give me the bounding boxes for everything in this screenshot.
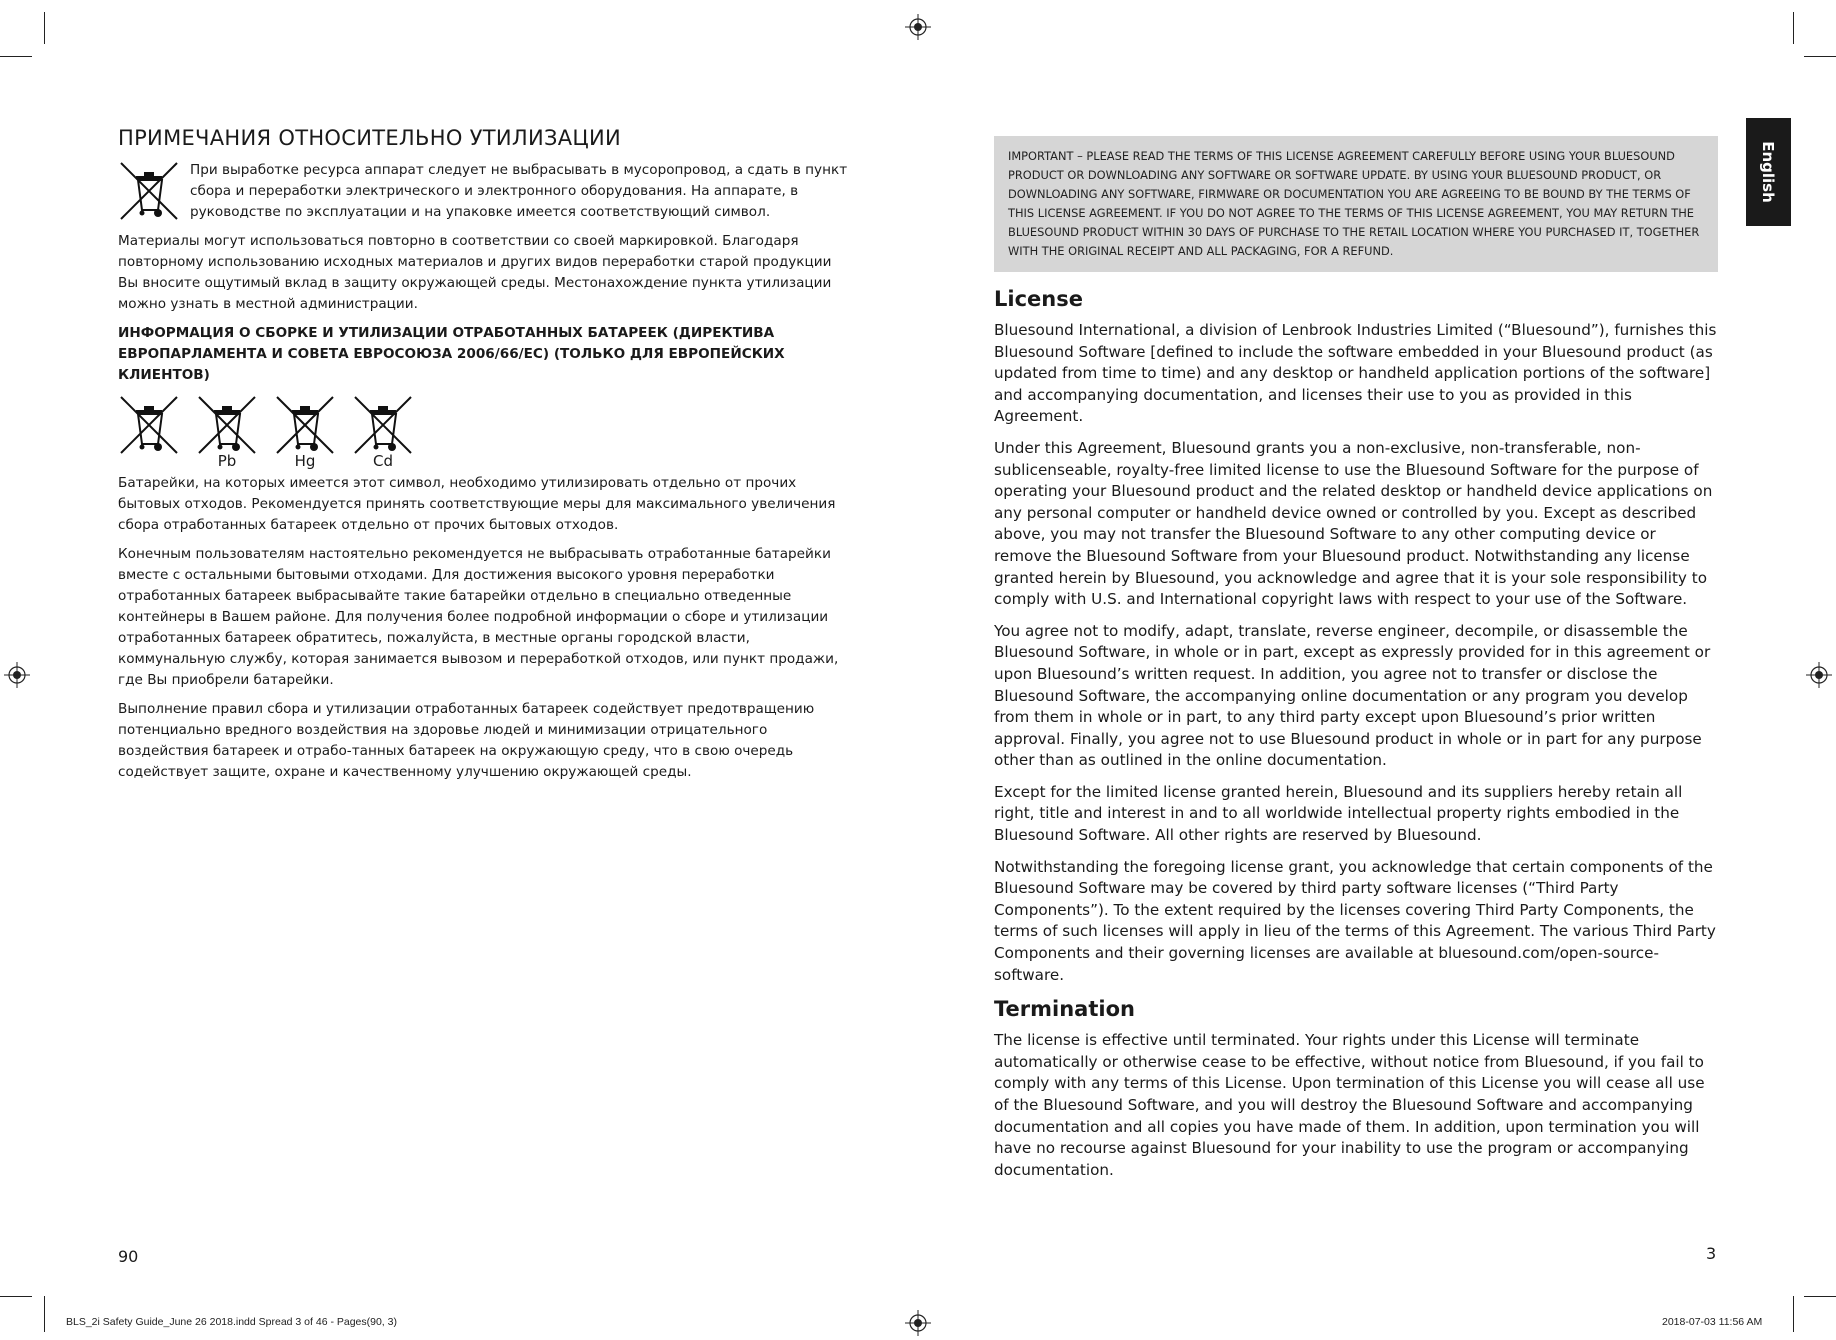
crossed-bin-icon	[118, 394, 180, 456]
termination-paragraph: The license is effective until terminated. Your rights under this License will terminate automatically or otherwise cease to be effective, without notice from Bluesound, if you fail to comply with any terms of this License. Upon termination of this License you will cease all use of the Bluesound Software, and you will destroy the Bluesound Software and accompanying documentation and all copies you have made of them. In addition, upon termination you will have no recourse against Bluesound for your inability to use the program or accompanying documentation.	[994, 1031, 1705, 1179]
registration-mark-icon	[905, 14, 931, 40]
battery-paragraph-2: Конечным пользователям настоятельно рекомендуется не выбрасывать отработанные батарейки вместе с остальными бытовыми отходами. Для достижения высокого уровня переработки отработанных батареек выбрасывайте такие батарейки отдельно в специально отведенные контейнеры в Вашем районе. Для получения более подробной информации о сборе и утилизации отработанных батареек обратитесь, пожалуйста, в местные органы городской власти, коммунальную службу, которая занимается вывозом и переработкой отходов, или пункт продажи, где Вы приобрели батарейки.	[118, 546, 839, 688]
crossed-bin-icon	[118, 160, 180, 222]
right-page	[994, 136, 1718, 1191]
bin-symbol-hg	[274, 394, 336, 471]
crop-mark	[0, 56, 32, 57]
battery-paragraph-3: Выполнение правил сбора и утилизации отработанных батареек содействует предотвращению потенциально вредного воздействия на здоровье людей и минимизации отрицательного воздействия батареек и отрабо-танных батареек на окружающую среду, что в свою очередь содействует защите, охране и качественному улучшению окружающей среды.	[118, 701, 815, 780]
crop-mark	[1804, 56, 1836, 57]
bin-symbol	[118, 394, 180, 471]
right-page-number: 3	[1706, 1244, 1717, 1263]
license-paragraph-5: Notwithstanding the foregoing license grant, you acknowledge that certain components of the Bluesound Software may be covered by third party software licenses (“Third Party Components”). To the extent required by the licenses covering Third Party Components, the terms of such licenses will apply in lieu of the terms of this Agreement. The various Third Party Components and their governing licenses are available at bluesound.com/open-source-software.	[994, 857, 1716, 984]
language-tab	[1746, 118, 1791, 226]
left-page-number: 90	[118, 1247, 139, 1266]
left-page	[118, 126, 848, 791]
language-tab-label: English	[1759, 141, 1777, 203]
license-paragraph-1: Bluesound International, a division of Lenbrook Industries Limited (“Bluesound”), furnishes this Bluesound Software [defined to include the software embedded in your Bluesound product (as updated from time to time) and any desktop or handheld application portions of the software] and accompanying documentation, and licenses their use to you as provided in this Agreement.	[994, 321, 1717, 426]
battery-paragraph-1: Батарейки, на которых имеется этот символ, необходимо утилизировать отдельно от прочих бытовых отходов. Рекомендуется принять соответствующие меры для максимального увеличения сбора отработанных батареек отдельно от прочих бытовых отходов.	[118, 475, 836, 533]
important-notice	[994, 136, 1718, 272]
bin-label: Pb	[217, 452, 237, 470]
registration-mark-icon	[1806, 662, 1832, 688]
battery-bin-symbols	[118, 394, 848, 471]
crossed-bin-icon	[196, 394, 258, 456]
crop-mark	[44, 12, 45, 44]
weee-intro	[118, 160, 848, 223]
bin-symbol-pb	[196, 394, 258, 471]
license-paragraph-4: Except for the limited license granted herein, Bluesound and its suppliers hereby retain all right, title and interest in and to all worldwide intellectual property rights embodied in the Bluesound Software. All other rights are reserved by Bluesound.	[994, 782, 1683, 845]
registration-mark-icon	[905, 1310, 931, 1336]
crossed-bin-icon	[352, 394, 414, 456]
bin-symbol-cd	[352, 394, 414, 471]
recycling-paragraph: Материалы могут использоваться повторно в соответствии со своей маркировкой. Благодаря повторному использованию исходных материалов и других видов переработки старой продукции Вы вносите ощутимый вклад в защиту окружающей среды. Местонахождение пункта утилизации можно узнать в местной администрации.	[118, 233, 832, 312]
crop-mark	[44, 1296, 45, 1332]
termination-heading: Termination	[994, 997, 1135, 1022]
crop-mark	[1793, 1296, 1794, 1332]
crossed-bin-icon	[274, 394, 336, 456]
crop-mark	[0, 1296, 32, 1297]
bin-label: Cd	[373, 452, 393, 470]
notice-text: IMPORTANT – PLEASE READ THE TERMS OF THIS LICENSE AGREEMENT CAREFULLY BEFORE USING YOUR BLUESOUND PRODUCT OR DOWNLOADING ANY SOFTWARE OR SOFTWARE UPDATE. BY USING YOUR BLUESOUND PRODUCT, OR DOWNLOADING ANY SOFTWARE, FIRMWARE OR DOCUMENTATION YOU ARE AGREEING TO BE BOUND BY THE TERMS OF THIS LICENSE AGREEMENT. IF YOU DO NOT AGREE TO THE TERMS OF THIS LICENSE AGREEMENT, YOU MAY RETURN THE BLUESOUND PRODUCT WITHIN 30 DAYS OF PURCHASE TO THE RETAIL LOCATION WHERE YOU PURCHASED IT, TOGETHER WITH THE ORIGINAL RECEIPT AND ALL PACKAGING, FOR A REFUND.	[1008, 149, 1700, 258]
intro-text: При выработке ресурса аппарат следует не выбрасывать в мусоропровод, а сдать в пункт сбора и переработки электрического и электронного оборудования. На аппарате, в руководстве по эксплуатации и на упаковке имеется соответствующий символ.	[190, 162, 848, 220]
license-paragraph-2: Under this Agreement, Bluesound grants you a non-exclusive, non-transferable, non-sublicenseable, royalty-free limited license to use the Bluesound Software for the purpose of operating your Bluesound product and the related desktop or handheld device applications on any personal computer or handheld device owned or controlled by you. Except as described above, you may not transfer the Bluesound Software to any other computing device or remove the Bluesound Software from your Bluesound product. Notwithstanding any license granted herein by Bluesound, you acknowledge and agree that it is your sole responsibility to comply with U.S. and International copyright laws with respect to your use of the Software.	[994, 438, 1713, 609]
slug-timestamp: 2018-07-03 11:56 AM	[1662, 1316, 1763, 1328]
left-page-title: ПРИМЕЧАНИЯ ОТНОСИТЕЛЬНО УТИЛИЗАЦИИ	[118, 126, 622, 150]
license-paragraph-3: You agree not to modify, adapt, translate, reverse engineer, decompile, or disassemble the Bluesound Software, in whole or in part, except as expressly provided for in this agreement or upon Bluesound’s written request. In addition, you agree not to transfer or disclose the Bluesound Software, the accompanying online documentation or any program you develop from them in whole or in part, to any third party except upon Bluesound’s prior written approval. Finally, you agree not to use Bluesound product in whole or in part for any purpose other than as outlined in the online documentation.	[994, 621, 1711, 770]
crop-mark	[1804, 1296, 1836, 1297]
crop-mark	[1793, 12, 1794, 44]
license-heading: License	[994, 287, 1083, 311]
registration-mark-icon	[4, 662, 30, 688]
bin-label: Hg	[294, 452, 316, 470]
battery-heading: ИНФОРМАЦИЯ О СБОРКЕ И УТИЛИЗАЦИИ ОТРАБОТАННЫХ БАТАРЕЕК (ДИРЕКТИВА ЕВРОПАРЛАМЕНТА И СОВЕТА ЕВРОСОЮЗА 2006/66/EC) (ТОЛЬКО ДЛЯ ЕВРОПЕЙСКИХ КЛИЕНТОВ)	[118, 325, 785, 383]
slug-file-info: BLS_2i Safety Guide_June 26 2018.indd Spread 3 of 46 - Pages(90, 3)	[66, 1316, 397, 1328]
